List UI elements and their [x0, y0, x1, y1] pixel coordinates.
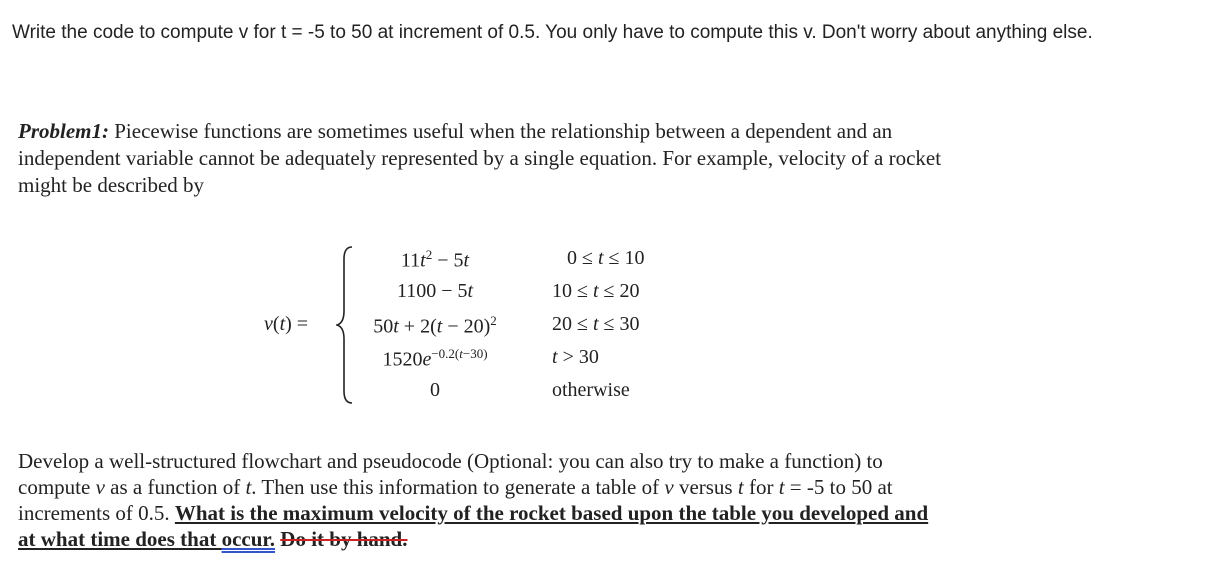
var-t: t	[245, 475, 252, 499]
develop-text-2: as a function of	[104, 475, 246, 499]
case-cond-2: 10 ≤ t ≤ 20	[552, 280, 640, 302]
var-t: t	[737, 475, 744, 499]
case-cond-5: otherwise	[552, 379, 630, 401]
develop-text-3: . Then use this information to generate a table of	[251, 475, 665, 499]
bold-question: What is the maximum velocity of the rocket based upon the table you developed and at what time does that	[18, 501, 929, 551]
develop-text-5: for	[743, 475, 779, 499]
case-expr-5: 0	[430, 379, 440, 401]
var-t: t	[778, 475, 785, 499]
case-cond-4: t > 30	[552, 346, 599, 368]
occur-word: occur.	[221, 527, 276, 551]
case-expr-4: $1520e^{-0.2(t-30)}$	[382, 346, 488, 371]
case-cond-1: 0 ≤ t ≤ 10	[552, 247, 645, 269]
develop-text-4: versus	[673, 475, 738, 499]
case-expr-2: 1100 − 5t	[396, 280, 474, 302]
var-v: v	[95, 475, 105, 499]
problem-paragraph	[18, 118, 948, 199]
case-expr-1: $11t^2 - 5t$	[400, 247, 470, 272]
piecewise-equation	[260, 240, 700, 410]
var-v: v	[664, 475, 674, 499]
develop-text-6: = -5 to 50 at increments of 0.5.	[18, 475, 893, 525]
equation-lhs: v(t) =	[264, 313, 309, 335]
develop-text-1: Develop a well-structured flowchart and pseudocode (Optional: you can also try to make a function) to compute	[18, 449, 883, 499]
problem-label: Problem1:	[18, 119, 109, 143]
struck-text: Do it by hand.	[280, 527, 408, 551]
case-expr-3: $50t + 2(t - 20)^2$	[373, 313, 497, 338]
develop-paragraph	[18, 448, 948, 552]
problem-text: Piecewise functions are sometimes useful when the relationship between a dependent and an independent variable cannot be adequately represented by a single equation. For example, velocity of a rocket might be described by	[18, 119, 942, 197]
question-text: Write the code to compute v for t = -5 to 50 at increment of 0.5. You only have to compute this v. Don't worry about anything else.	[12, 22, 1093, 43]
case-cond-3: 20 ≤ t ≤ 30	[552, 313, 640, 335]
